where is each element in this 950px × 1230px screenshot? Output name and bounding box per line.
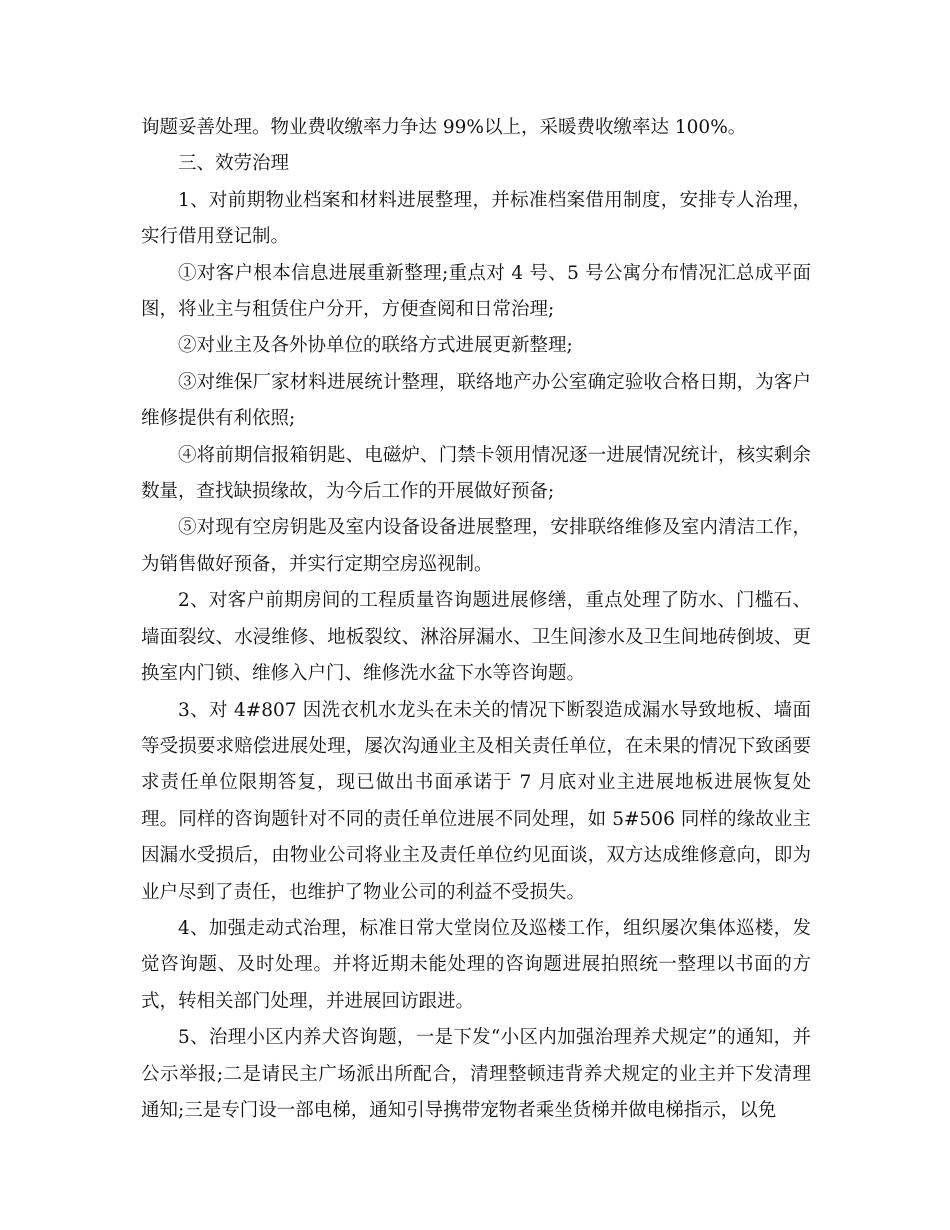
paragraph: ⑤对现有空房钥匙及室内设备设备进展整理，安排联络维修及室内清洁工作，为销售做好预备，并实行定期空房巡视制。 bbox=[141, 517, 811, 575]
paragraph: ②对业主及各外协单位的联络方式进展更新整理; bbox=[178, 335, 573, 357]
section-heading: 三、效劳治理 bbox=[178, 153, 290, 175]
paragraph: 2、对客户前期房间的工程质量咨询题进展修缮，重点处理了防水、门槛石、墙面裂纹、水浸维修、地板裂纹、淋浴屏漏水、卫生间渗水及卫生间地砖倒坡、更换室内门锁、维修入户门、维修洗水盆下水等咨询题。 bbox=[141, 590, 811, 685]
paragraph: 询题妥善处理。物业费收缴率力争达 99%以上，采暖费收缴率达 100%。 bbox=[141, 117, 747, 138]
paragraph: 3、对 4#807 因洗衣机水龙头在未关的情况下断裂造成漏水导致地板、墙面等受损要求赔偿进展处理，屡次沟通业主及相关责任单位，在未果的情况下致函要求责任单位限期答复，现已做出书面承诺于 7 月底对业主进展地板进展恢复处理。同样的咨询题针对不同的责任单位进展不同处理，如 5#506 同样的缘故业主因漏水受损后，由物业公司将业主及责任单位约见面谈，双方达成维修意向，即为业户尽到了责任，也维护了物业公司的利益不受损失。 bbox=[141, 699, 811, 903]
paragraph: 1、对前期物业档案和材料进展整理，并标准档案借用制度，安排专人治理，实行借用登记制。 bbox=[141, 189, 811, 248]
paragraph: 4、加强走动式治理，标准日常大堂岗位及巡楼工作，组织屡次集体巡楼，发觉咨询题、及时处理。并将近期未能处理的咨询题进展拍照统一整理以书面的方式，转相关部门处理，并进展回访跟进。 bbox=[141, 917, 811, 1012]
document-body bbox=[141, 110, 811, 1129]
paragraph: ①对客户根本信息进展重新整理;重点对 4 号、5 号公寓分布情况汇总成平面图，将业主与租赁住户分开，方便查阅和日常治理; bbox=[141, 262, 811, 321]
paragraph: 5、治理小区内养犬咨询题，一是下发“小区内加强治理养犬规定”的通知，并公示举报;二是请民主广场派出所配合，清理整顿违背养犬规定的业主并下发清理通知;三是专门设一部电梯，通知引导携带宠物者乘坐货梯并做电梯指示，以免 bbox=[141, 1027, 811, 1121]
paragraph: ④将前期信报箱钥匙、电磁炉、门禁卡领用情况逐一进展情况统计，核实剩余数量，查找缺损缘故，为今后工作的开展做好预备; bbox=[141, 444, 811, 503]
paragraph: ③对维保厂家材料进展统计整理，联络地产办公室确定验收合格日期，为客户维修提供有利依照; bbox=[141, 371, 811, 430]
